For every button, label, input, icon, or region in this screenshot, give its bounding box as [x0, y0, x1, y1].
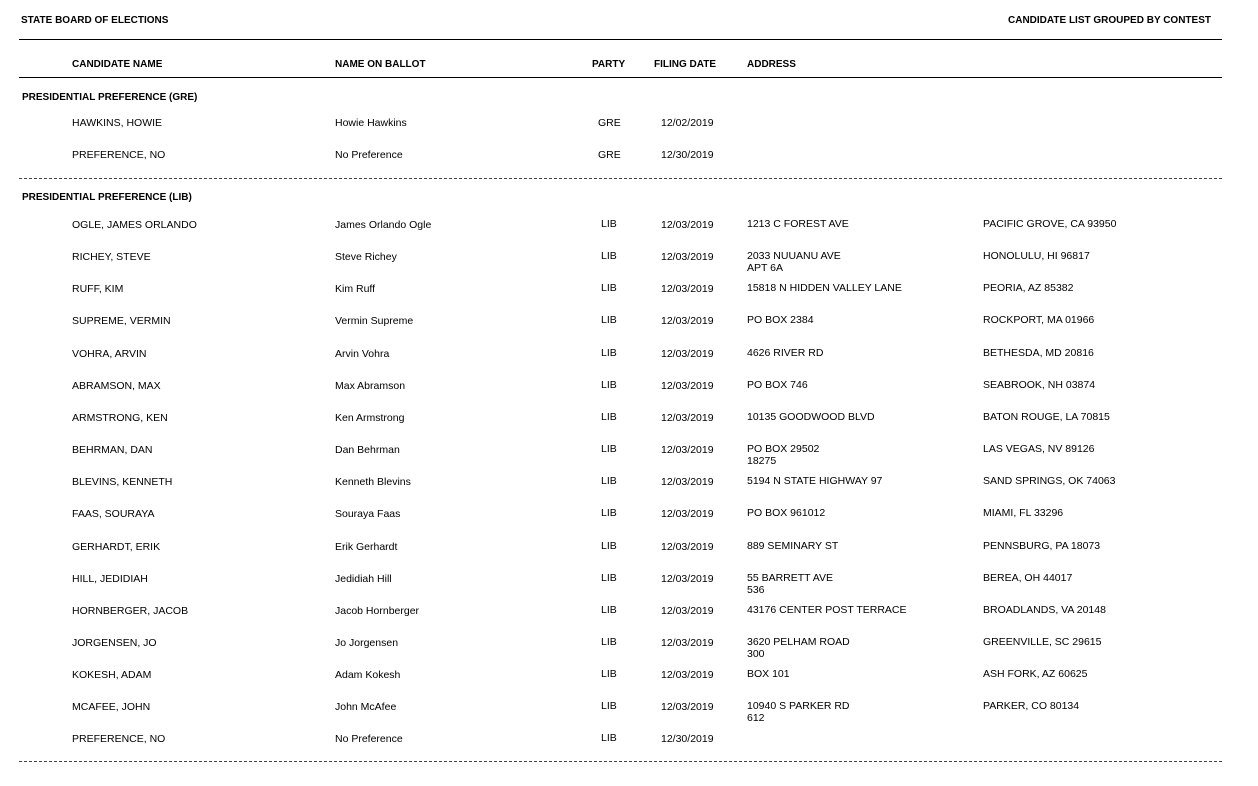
- table-row: [0, 347, 1258, 375]
- filing-date: 12/02/2019: [661, 117, 714, 129]
- name-on-ballot: Erik Gerhardt: [335, 541, 398, 553]
- name-on-ballot: Jedidiah Hill: [335, 573, 392, 585]
- address: [747, 347, 823, 359]
- city-state-zip: PEORIA, AZ 85382: [983, 282, 1074, 294]
- name-on-ballot: Jo Jorgensen: [335, 637, 399, 649]
- city-state-zip: BEREA, OH 44017: [983, 572, 1073, 584]
- party: LIB: [601, 411, 617, 423]
- party: LIB: [601, 732, 617, 744]
- city-state-zip: MIAMI, FL 33296: [983, 507, 1064, 519]
- candidate-name: PREFERENCE, NO: [72, 149, 166, 161]
- column-header-candidate-name: CANDIDATE NAME: [72, 59, 163, 70]
- filing-date: 12/03/2019: [661, 541, 714, 553]
- address: [747, 250, 841, 274]
- address: [747, 379, 808, 391]
- party: LIB: [601, 443, 617, 455]
- party: GRE: [598, 149, 621, 161]
- table-row: [0, 314, 1258, 342]
- candidate-name: ABRAMSON, MAX: [72, 380, 161, 392]
- address-line-1: PO BOX 961012: [747, 507, 826, 519]
- city-state-zip: SAND SPRINGS, OK 74063: [983, 475, 1116, 487]
- name-on-ballot: Kenneth Blevins: [335, 476, 411, 488]
- candidate-name: FAAS, SOURAYA: [72, 508, 155, 520]
- name-on-ballot: Kim Ruff: [335, 283, 376, 295]
- address-line-1: PO BOX 746: [747, 379, 808, 391]
- city-state-zip: HONOLULU, HI 96817: [983, 250, 1090, 262]
- candidate-name: RICHEY, STEVE: [72, 251, 151, 263]
- address-line-1: 10135 GOODWOOD BLVD: [747, 411, 875, 423]
- column-header-rule: [19, 77, 1222, 78]
- address-line-1: 1213 C FOREST AVE: [747, 218, 849, 230]
- filing-date: 12/03/2019: [661, 380, 714, 392]
- name-on-ballot: Jacob Hornberger: [335, 605, 420, 617]
- filing-date: 12/30/2019: [661, 733, 714, 745]
- party: LIB: [601, 314, 617, 326]
- city-state-zip: PENNSBURG, PA 18073: [983, 540, 1101, 552]
- name-on-ballot: Arvin Vohra: [335, 348, 390, 360]
- name-on-ballot: Adam Kokesh: [335, 669, 401, 681]
- table-row: [0, 443, 1258, 471]
- candidate-name: MCAFEE, JOHN: [72, 701, 151, 713]
- table-row: [0, 218, 1258, 246]
- contest-title: PRESIDENTIAL PREFERENCE (LIB): [22, 192, 192, 203]
- address-line-1: PO BOX 2384: [747, 314, 814, 326]
- address: [747, 507, 825, 519]
- address-line-1: PO BOX 29502: [747, 443, 820, 455]
- filing-date: 12/03/2019: [661, 348, 714, 360]
- candidate-name: OGLE, JAMES ORLANDO: [72, 219, 197, 231]
- table-row: [0, 732, 1258, 760]
- address: [747, 668, 790, 680]
- table-row: [0, 636, 1258, 664]
- table-row: [0, 475, 1258, 503]
- address-line-1: 43176 CENTER POST TERRACE: [747, 604, 907, 616]
- candidate-name: HAWKINS, HOWIE: [72, 117, 163, 129]
- city-state-zip: BATON ROUGE, LA 70815: [983, 411, 1110, 423]
- candidate-name: JORGENSEN, JO: [72, 637, 157, 649]
- city-state-zip: LAS VEGAS, NV 89126: [983, 443, 1095, 455]
- address-line-1: 889 SEMINARY ST: [747, 540, 839, 552]
- address: [747, 636, 850, 660]
- address-line-2: 536: [747, 584, 765, 596]
- address-line-1: 55 BARRETT AVE: [747, 572, 833, 584]
- table-row: [0, 282, 1258, 310]
- address-line-1: 15818 N HIDDEN VALLEY LANE: [747, 282, 902, 294]
- city-state-zip: ASH FORK, AZ 60625: [983, 668, 1088, 680]
- address-line-2: 300: [747, 648, 765, 660]
- column-header-address: ADDRESS: [747, 59, 796, 70]
- address: [747, 572, 833, 596]
- filing-date: 12/03/2019: [661, 573, 714, 585]
- candidate-name: GERHARDT, ERIK: [72, 541, 161, 553]
- name-on-ballot: Vermin Supreme: [335, 315, 414, 327]
- address: [747, 443, 819, 467]
- party: LIB: [601, 700, 617, 712]
- name-on-ballot: No Preference: [335, 733, 403, 745]
- candidate-name: PREFERENCE, NO: [72, 733, 166, 745]
- party: LIB: [601, 475, 617, 487]
- city-state-zip: BROADLANDS, VA 20148: [983, 604, 1106, 616]
- table-row: [0, 411, 1258, 439]
- address: [747, 282, 902, 294]
- address: [747, 700, 850, 724]
- filing-date: 12/03/2019: [661, 283, 714, 295]
- candidate-name: SUPREME, VERMIN: [72, 315, 171, 327]
- table-row: [0, 250, 1258, 278]
- candidate-name: VOHRA, ARVIN: [72, 348, 147, 360]
- name-on-ballot: Max Abramson: [335, 380, 406, 392]
- party: LIB: [601, 636, 617, 648]
- city-state-zip: SEABROOK, NH 03874: [983, 379, 1096, 391]
- address-line-2: APT 6A: [747, 262, 783, 274]
- party: LIB: [601, 507, 617, 519]
- section-divider: [19, 178, 1222, 179]
- page-title-right: CANDIDATE LIST GROUPED BY CONTEST: [1008, 15, 1211, 26]
- party: LIB: [601, 250, 617, 262]
- table-row: [0, 149, 1258, 177]
- name-on-ballot: Howie Hawkins: [335, 117, 407, 129]
- table-row: [0, 668, 1258, 696]
- city-state-zip: BETHESDA, MD 20816: [983, 347, 1094, 359]
- party: LIB: [601, 604, 617, 616]
- table-row: [0, 379, 1258, 407]
- candidate-name: BLEVINS, KENNETH: [72, 476, 173, 488]
- address: [747, 475, 882, 487]
- address-line-1: 4626 RIVER RD: [747, 347, 824, 359]
- filing-date: 12/03/2019: [661, 315, 714, 327]
- filing-date: 12/30/2019: [661, 149, 714, 161]
- city-state-zip: PACIFIC GROVE, CA 93950: [983, 218, 1117, 230]
- address-line-1: 2033 NUUANU AVE: [747, 250, 841, 262]
- column-header-filing-date: FILING DATE: [654, 59, 717, 70]
- address-line-2: 612: [747, 712, 765, 724]
- party: LIB: [601, 282, 617, 294]
- city-state-zip: PARKER, CO 80134: [983, 700, 1080, 712]
- address: [747, 411, 875, 423]
- table-row: [0, 604, 1258, 632]
- party: LIB: [601, 379, 617, 391]
- address-line-1: 5194 N STATE HIGHWAY 97: [747, 475, 883, 487]
- address-line-1: BOX 101: [747, 668, 790, 680]
- filing-date: 12/03/2019: [661, 701, 714, 713]
- candidate-name: BEHRMAN, DAN: [72, 444, 153, 456]
- filing-date: 12/03/2019: [661, 476, 714, 488]
- table-row: [0, 117, 1258, 145]
- party: LIB: [601, 218, 617, 230]
- filing-date: 12/03/2019: [661, 412, 714, 424]
- candidate-name: ARMSTRONG, KEN: [72, 412, 168, 424]
- filing-date: 12/03/2019: [661, 508, 714, 520]
- address: [747, 604, 907, 616]
- contest-title: PRESIDENTIAL PREFERENCE (GRE): [22, 92, 198, 103]
- table-row: [0, 572, 1258, 600]
- filing-date: 12/03/2019: [661, 251, 714, 263]
- party: LIB: [601, 668, 617, 680]
- city-state-zip: GREENVILLE, SC 29615: [983, 636, 1102, 648]
- table-row: [0, 700, 1258, 728]
- name-on-ballot: Dan Behrman: [335, 444, 400, 456]
- filing-date: 12/03/2019: [661, 637, 714, 649]
- table-row: [0, 507, 1258, 535]
- party: LIB: [601, 347, 617, 359]
- header-rule: [19, 39, 1222, 40]
- table-row: [0, 540, 1258, 568]
- name-on-ballot: James Orlando Ogle: [335, 219, 432, 231]
- filing-date: 12/03/2019: [661, 444, 714, 456]
- city-state-zip: ROCKPORT, MA 01966: [983, 314, 1095, 326]
- section-divider: [19, 761, 1222, 762]
- party: GRE: [598, 117, 621, 129]
- name-on-ballot: Steve Richey: [335, 251, 397, 263]
- filing-date: 12/03/2019: [661, 669, 714, 681]
- address-line-1: 10940 S PARKER RD: [747, 700, 850, 712]
- name-on-ballot: No Preference: [335, 149, 403, 161]
- column-header-name-on-ballot: NAME ON BALLOT: [335, 59, 426, 70]
- candidate-name: KOKESH, ADAM: [72, 669, 152, 681]
- filing-date: 12/03/2019: [661, 605, 714, 617]
- address: [747, 540, 838, 552]
- name-on-ballot: Ken Armstrong: [335, 412, 405, 424]
- address: [747, 314, 814, 326]
- candidate-name: HORNBERGER, JACOB: [72, 605, 189, 617]
- candidate-name: RUFF, KIM: [72, 283, 124, 295]
- column-header-party: PARTY: [592, 59, 626, 70]
- address: [747, 218, 849, 230]
- address-line-2: 18275: [747, 455, 777, 467]
- party: LIB: [601, 572, 617, 584]
- candidate-name: HILL, JEDIDIAH: [72, 573, 148, 585]
- page-title-left: STATE BOARD OF ELECTIONS: [21, 15, 169, 26]
- name-on-ballot: John McAfee: [335, 701, 397, 713]
- name-on-ballot: Souraya Faas: [335, 508, 401, 520]
- address-line-1: 3620 PELHAM ROAD: [747, 636, 850, 648]
- filing-date: 12/03/2019: [661, 219, 714, 231]
- party: LIB: [601, 540, 617, 552]
